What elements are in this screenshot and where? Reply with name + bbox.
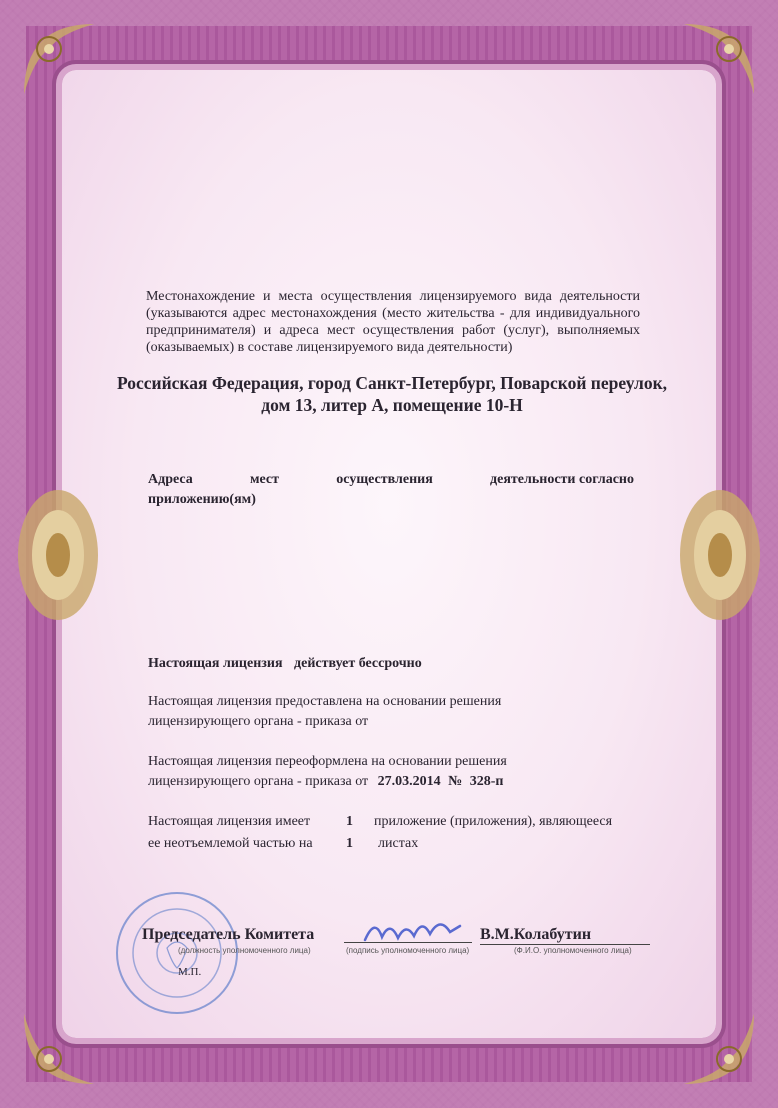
address-line-1: Российская Федерация, город Санкт-Петербург, Поварской переулок, bbox=[116, 373, 668, 393]
corner-ornament-icon bbox=[14, 14, 104, 104]
corner-ornament-icon bbox=[14, 1004, 104, 1094]
reissued-line-1: Настоящая лицензия переоформлена на основании решения bbox=[148, 754, 507, 769]
caption-name: (Ф.И.О. уполномоченного лица) bbox=[514, 946, 632, 955]
granted-line-1: Настоящая лицензия предоставлена на основании решения bbox=[148, 694, 502, 709]
appendix-word: приложению(ям) bbox=[148, 492, 256, 507]
corner-ornament-icon bbox=[674, 14, 764, 104]
implementation-word: осуществления bbox=[336, 472, 433, 487]
handwritten-signature-icon bbox=[360, 912, 470, 948]
reissued-line-2-text: лицензирующего органа - приказа от bbox=[148, 774, 369, 789]
corner-ornament-icon bbox=[674, 1004, 764, 1094]
validity-statement bbox=[148, 656, 422, 672]
granted-line-2: лицензирующего органа - приказа от bbox=[148, 714, 369, 729]
reissued-line-2 bbox=[148, 772, 507, 792]
address-line-2: дом 13, литер А, помещение 10-Н bbox=[261, 395, 523, 415]
validity-value: действует бессрочно bbox=[294, 656, 422, 671]
name-line bbox=[480, 944, 650, 945]
side-ornament-icon bbox=[10, 480, 106, 630]
number-sign: № bbox=[448, 774, 463, 789]
appendix-line-1-b: приложение (приложения), являющееся bbox=[374, 814, 613, 829]
caption-signature: (подпись уполномоченного лица) bbox=[346, 946, 470, 955]
appendix-line-2-a: ее неотъемлемой частью на bbox=[148, 836, 313, 851]
reissued-basis bbox=[148, 752, 507, 792]
order-date: 27.03.2014 bbox=[377, 774, 441, 789]
places-word: мест bbox=[250, 472, 280, 487]
signer-name: В.М.Колабутин bbox=[480, 926, 592, 943]
stamp-place-mark: М.П. bbox=[178, 966, 202, 978]
addresses-note bbox=[148, 470, 634, 510]
activity-word: деятельности согласно bbox=[490, 472, 634, 487]
order-number: 328-п bbox=[469, 774, 504, 789]
address bbox=[92, 372, 692, 416]
location-description: Местонахождение и места осуществления лицензируемого вида деятельности (указываются адрес местонахождения (место жительства - для индивидуального предпринимателя) и адреса мест осуществления работ (услуг), выполняемых (оказываемых) в составе лицензируемого вида деятельности) bbox=[146, 289, 640, 355]
appendix-statement bbox=[148, 812, 668, 856]
appendix-line-1-a: Настоящая лицензия имеет bbox=[148, 814, 311, 829]
side-ornament-icon bbox=[672, 480, 768, 630]
granted-basis bbox=[148, 692, 501, 732]
appendix-count: 1 bbox=[346, 814, 353, 829]
caption-position: (должность уполномоченного лица) bbox=[178, 946, 311, 955]
validity-label: Настоящая лицензия bbox=[148, 656, 283, 671]
sheets-count: 1 bbox=[346, 836, 353, 851]
appendix-line-2-b: листах bbox=[378, 836, 419, 851]
signer-position: Председатель Комитета bbox=[142, 926, 315, 943]
addresses-word: Адреса bbox=[148, 472, 193, 487]
